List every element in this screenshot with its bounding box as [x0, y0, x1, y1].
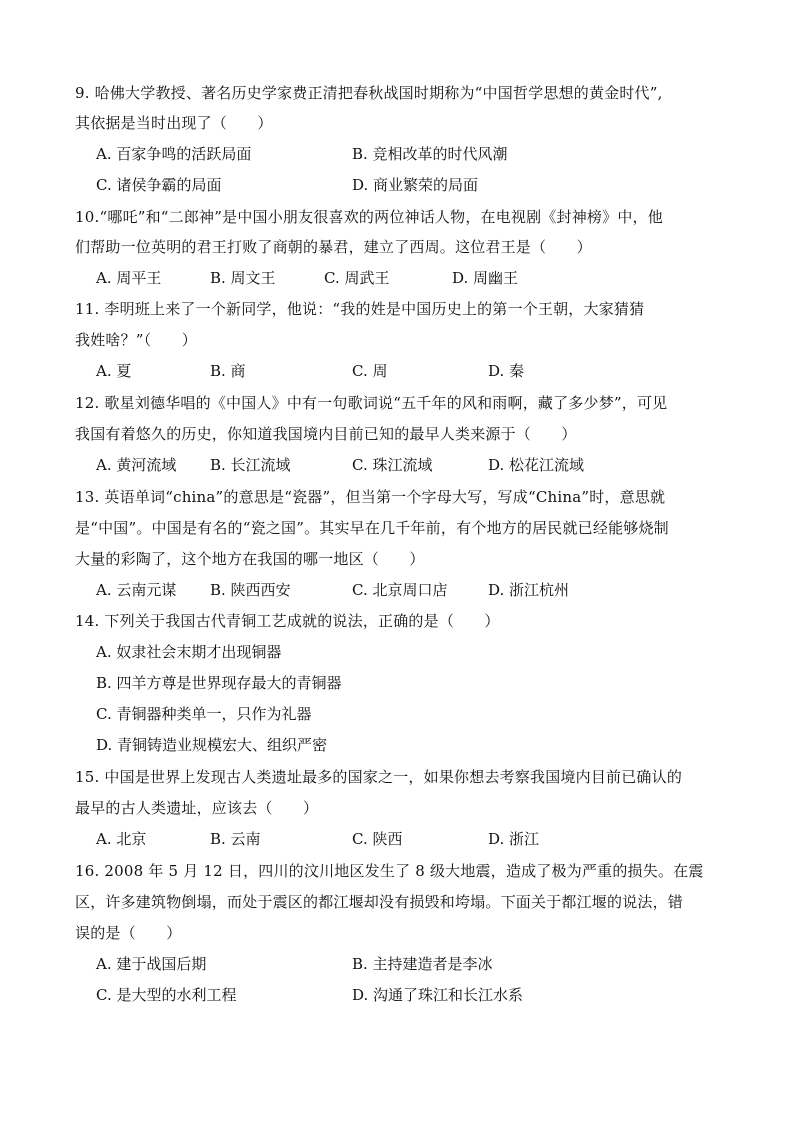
question-11-option-b: B. 商: [210, 362, 246, 380]
question-9-option-b: B. 竞相改革的时代风潮: [352, 145, 508, 163]
question-12-option-c: C. 珠江流域: [352, 456, 433, 474]
question-10-option-c: C. 周武王: [324, 269, 390, 287]
question-13-option-c: C. 北京周口店: [352, 581, 448, 599]
question-16-line-1: 16. 2008 年 5 月 12 日，四川的汶川地区发生了 8 级大地震，造成了极为严重的损失。在震: [75, 862, 704, 880]
question-12-line-1: 12. 歌星刘德华唱的《中国人》中有一句歌词说“五千年的风和雨啊，藏了多少梦”，可见: [75, 394, 668, 412]
question-12-option-d: D. 松花江流域: [488, 456, 585, 474]
question-11-line-1: 11. 李明班上来了一个新同学，他说：“我的姓是中国历史上的第一个王朝，大家猜猜: [75, 300, 645, 318]
question-15-option-d: D. 浙江: [488, 830, 540, 848]
question-11-option-c: C. 周: [352, 362, 388, 380]
question-14-option-b: B. 四羊方尊是世界现存最大的青铜器: [96, 674, 342, 692]
question-16-option-c: C. 是大型的水利工程: [96, 986, 237, 1004]
question-10-option-b: B. 周文王: [210, 269, 276, 287]
question-16-line-2: 区，许多建筑物倒塌，而处于震区的都江堰却没有损毁和垮塌。下面关于都江堰的说法，错: [75, 893, 684, 911]
question-12-option-b: B. 长江流域: [210, 456, 291, 474]
question-13-line-2: 是“中国”。中国是有名的“瓷之国”。其实早在几千年前，有个地方的居民就已经能够烧制: [75, 519, 669, 537]
question-16-line-3: 误的是（ ）: [75, 924, 182, 942]
question-12-option-a: A. 黄河流域: [96, 456, 177, 474]
question-15-line-2: 最早的古人类遗址，应该去（ ）: [75, 799, 319, 817]
question-9-line-1: 9. 哈佛大学教授、著名历史学家费正清把春秋战国时期称为“中国哲学思想的黄金时代”,: [75, 84, 663, 102]
question-14-option-c: C. 青铜器种类单一，只作为礼器: [96, 705, 312, 723]
question-16-option-d: D. 沟通了珠江和长江水系: [352, 986, 524, 1004]
question-13-line-1: 13. 英语单词“china”的意思是“瓷器”，但当第一个字母大写，写成“China”时，意思就: [75, 488, 666, 506]
question-10-option-a: A. 周平王: [96, 269, 162, 287]
question-14-line-1: 14. 下列关于我国古代青铜工艺成就的说法，正确的是（ ）: [75, 612, 500, 630]
question-12-line-2: 我国有着悠久的历史，你知道我国境内目前已知的最早人类来源于（ ）: [75, 425, 577, 443]
question-11-option-d: D. 秦: [488, 362, 525, 380]
question-10-line-2: 们帮助一位英明的君王打败了商朝的暴君，建立了西周。这位君王是（ ）: [75, 238, 592, 256]
question-10-line-1: 10.“哪吒”和“二郎神”是中国小朋友很喜欢的两位神话人物，在电视剧《封神榜》中，他: [75, 208, 663, 226]
question-9-option-d: D. 商业繁荣的局面: [352, 176, 479, 194]
question-10-option-d: D. 周幽王: [452, 269, 519, 287]
question-16-option-b: B. 主持建造者是李冰: [352, 955, 493, 973]
question-13-option-b: B. 陕西西安: [210, 581, 291, 599]
question-9-option-c: C. 诸侯争霸的局面: [96, 176, 222, 194]
question-13-option-a: A. 云南元谋: [96, 581, 177, 599]
question-15-line-1: 15. 中国是世界上发现古人类遗址最多的国家之一，如果你想去考察我国境内目前已确认的: [75, 768, 683, 786]
question-9-option-a: A. 百家争鸣的活跃局面: [96, 145, 252, 163]
question-14-option-a: A. 奴隶社会末期才出现铜器: [96, 643, 282, 661]
question-13-line-3: 大量的彩陶了，这个地方在我国的哪一地区（ ）: [75, 550, 425, 568]
question-9-line-2: 其依据是当时出现了（ ）: [75, 114, 273, 132]
question-15-option-c: C. 陕西: [352, 830, 403, 848]
question-14-option-d: D. 青铜铸造业规模宏大、组织严密: [96, 736, 328, 754]
question-16-option-a: A. 建于战国后期: [96, 955, 207, 973]
question-15-option-b: B. 云南: [210, 830, 261, 848]
question-15-option-a: A. 北京: [96, 830, 147, 848]
question-11-option-a: A. 夏: [96, 362, 132, 380]
question-13-option-d: D. 浙江杭州: [488, 581, 570, 599]
question-11-line-2: 我姓啥？”（ ）: [75, 331, 197, 349]
